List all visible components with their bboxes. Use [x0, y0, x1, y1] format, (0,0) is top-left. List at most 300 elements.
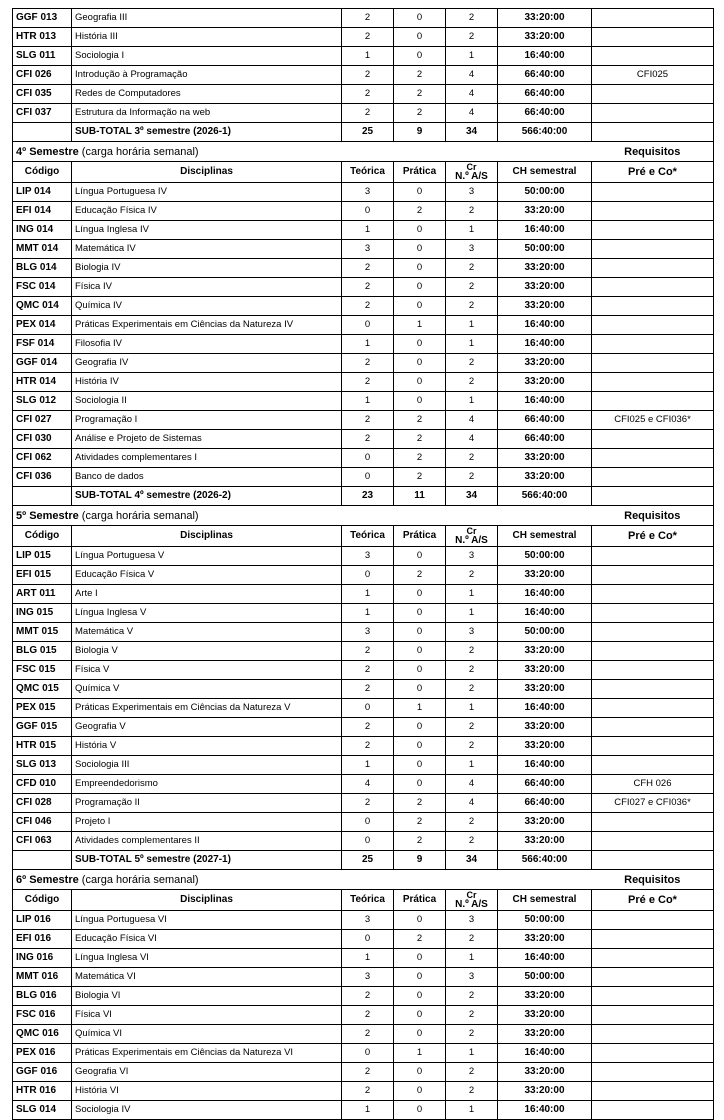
table-row — [13, 547, 714, 566]
course-name: Geografia IV — [72, 354, 342, 373]
credits: 2 — [446, 566, 498, 585]
table-row — [13, 813, 714, 832]
prerequisites — [592, 373, 714, 392]
course-code: CFI 028 — [13, 794, 72, 813]
prerequisites — [592, 202, 714, 221]
course-code: CFI 063 — [13, 832, 72, 851]
course-name: Física V — [72, 661, 342, 680]
column-header-row — [13, 890, 714, 911]
course-code: GGF 015 — [13, 718, 72, 737]
header-teorica: Teórica — [342, 890, 394, 911]
course-name: História III — [72, 28, 342, 47]
theory-hours: 2 — [342, 737, 394, 756]
course-name: História IV — [72, 373, 342, 392]
table-row — [13, 1006, 714, 1025]
semester-title-row — [13, 870, 714, 890]
practice-hours: 0 — [394, 1101, 446, 1120]
credits: 1 — [446, 221, 498, 240]
table-row — [13, 794, 714, 813]
practice-hours: 2 — [394, 794, 446, 813]
semester-hours: 16:40:00 — [498, 604, 592, 623]
table-row — [13, 930, 714, 949]
table-row — [13, 297, 714, 316]
course-code: CFI 046 — [13, 813, 72, 832]
semester-hours: 33:20:00 — [498, 1006, 592, 1025]
table-row — [13, 316, 714, 335]
prerequisites — [592, 316, 714, 335]
course-name: Empreendedorismo — [72, 775, 342, 794]
header-ch-semestral: CH semestral — [498, 890, 592, 911]
column-header-row — [13, 526, 714, 547]
subtotal-row — [13, 851, 714, 870]
subtotal-credits: 34 — [446, 851, 498, 870]
header-pre-co: Pré e Co* — [592, 526, 714, 547]
course-code: FSC 015 — [13, 661, 72, 680]
theory-hours: 2 — [342, 66, 394, 85]
table-row — [13, 1025, 714, 1044]
semester-hours: 33:20:00 — [498, 566, 592, 585]
semester-hours: 33:20:00 — [498, 202, 592, 221]
course-code: EFI 014 — [13, 202, 72, 221]
semester-hours: 33:20:00 — [498, 832, 592, 851]
course-code: GGF 013 — [13, 9, 72, 28]
course-code: FSC 016 — [13, 1006, 72, 1025]
semester-title — [13, 870, 592, 890]
table-row — [13, 335, 714, 354]
credits: 2 — [446, 737, 498, 756]
practice-hours: 0 — [394, 911, 446, 930]
theory-hours: 1 — [342, 221, 394, 240]
course-code: EFI 015 — [13, 566, 72, 585]
practice-hours: 1 — [394, 316, 446, 335]
semester-hours: 33:20:00 — [498, 1025, 592, 1044]
credits: 1 — [446, 949, 498, 968]
header-pratica: Prática — [394, 162, 446, 183]
practice-hours: 0 — [394, 718, 446, 737]
theory-hours: 2 — [342, 1082, 394, 1101]
prerequisites — [592, 85, 714, 104]
credits: 2 — [446, 9, 498, 28]
header-disciplinas: Disciplinas — [72, 526, 342, 547]
course-code: LIP 016 — [13, 911, 72, 930]
course-code: QMC 014 — [13, 297, 72, 316]
credits: 1 — [446, 316, 498, 335]
credits: 2 — [446, 28, 498, 47]
semester-hours: 33:20:00 — [498, 737, 592, 756]
course-code: FSC 014 — [13, 278, 72, 297]
course-name: Biologia V — [72, 642, 342, 661]
theory-hours: 2 — [342, 411, 394, 430]
course-code: QMC 015 — [13, 680, 72, 699]
theory-hours: 2 — [342, 354, 394, 373]
subtotal-hours: 566:40:00 — [498, 851, 592, 870]
table-row — [13, 756, 714, 775]
practice-hours: 0 — [394, 775, 446, 794]
semester-hours: 33:20:00 — [498, 1063, 592, 1082]
practice-hours: 0 — [394, 680, 446, 699]
course-code: SLG 014 — [13, 1101, 72, 1120]
practice-hours: 0 — [394, 585, 446, 604]
subtotal-row — [13, 487, 714, 506]
practice-hours: 2 — [394, 813, 446, 832]
subtotal-blank — [13, 851, 72, 870]
prerequisites — [592, 566, 714, 585]
course-code: HTR 015 — [13, 737, 72, 756]
table-row — [13, 468, 714, 487]
theory-hours: 2 — [342, 1025, 394, 1044]
theory-hours: 2 — [342, 278, 394, 297]
credits: 2 — [446, 373, 498, 392]
table-row — [13, 775, 714, 794]
course-code: CFI 036 — [13, 468, 72, 487]
course-name: Estrutura da Informação na web — [72, 104, 342, 123]
theory-hours: 3 — [342, 623, 394, 642]
table-row — [13, 240, 714, 259]
semester-hours: 33:20:00 — [498, 354, 592, 373]
credits: 4 — [446, 430, 498, 449]
semester-hours: 66:40:00 — [498, 794, 592, 813]
practice-hours: 1 — [394, 1044, 446, 1063]
prerequisites — [592, 585, 714, 604]
prerequisites — [592, 661, 714, 680]
course-code: FSF 014 — [13, 335, 72, 354]
practice-hours: 0 — [394, 623, 446, 642]
practice-hours: 0 — [394, 661, 446, 680]
credits: 3 — [446, 547, 498, 566]
header-ch-semestral: CH semestral — [498, 162, 592, 183]
practice-hours: 2 — [394, 449, 446, 468]
course-name: História VI — [72, 1082, 342, 1101]
credits: 1 — [446, 699, 498, 718]
credits: 4 — [446, 104, 498, 123]
course-name: História V — [72, 737, 342, 756]
prerequisites — [592, 813, 714, 832]
practice-hours: 0 — [394, 1082, 446, 1101]
practice-hours: 2 — [394, 85, 446, 104]
course-code: EFI 016 — [13, 930, 72, 949]
header-teorica: Teórica — [342, 526, 394, 547]
table-row — [13, 718, 714, 737]
semester-hours: 66:40:00 — [498, 66, 592, 85]
practice-hours: 0 — [394, 240, 446, 259]
semester-title-bold: 5º Semestre — [16, 510, 79, 522]
table-row — [13, 1063, 714, 1082]
credits: 1 — [446, 756, 498, 775]
semester-hours: 66:40:00 — [498, 411, 592, 430]
course-code: HTR 013 — [13, 28, 72, 47]
subtotal-label: SUB-TOTAL 3º semestre (2026-1) — [72, 123, 342, 142]
prerequisites — [592, 1082, 714, 1101]
credits: 2 — [446, 661, 498, 680]
subtotal-credits: 34 — [446, 123, 498, 142]
semester-title — [13, 506, 592, 526]
semester-title-row — [13, 506, 714, 526]
practice-hours: 2 — [394, 468, 446, 487]
theory-hours: 2 — [342, 430, 394, 449]
header-codigo: Código — [13, 890, 72, 911]
theory-hours: 1 — [342, 335, 394, 354]
prerequisites — [592, 468, 714, 487]
semester-hours: 66:40:00 — [498, 104, 592, 123]
theory-hours: 0 — [342, 566, 394, 585]
semester-hours: 66:40:00 — [498, 775, 592, 794]
subtotal-blank — [13, 487, 72, 506]
header-pratica: Prática — [394, 890, 446, 911]
table-row — [13, 623, 714, 642]
semester-hours: 50:00:00 — [498, 547, 592, 566]
practice-hours: 2 — [394, 566, 446, 585]
course-code: MMT 015 — [13, 623, 72, 642]
practice-hours: 0 — [394, 278, 446, 297]
theory-hours: 3 — [342, 547, 394, 566]
prerequisites — [592, 680, 714, 699]
semester-title — [13, 142, 592, 162]
course-name: Atividades complementares I — [72, 449, 342, 468]
course-name: Matemática VI — [72, 968, 342, 987]
practice-hours: 0 — [394, 987, 446, 1006]
subtotal-req-blank — [592, 851, 714, 870]
credits: 2 — [446, 202, 498, 221]
practice-hours: 0 — [394, 1063, 446, 1082]
theory-hours: 1 — [342, 756, 394, 775]
theory-hours: 2 — [342, 987, 394, 1006]
credits: 2 — [446, 642, 498, 661]
header-credits-bottom: N.º A/S — [455, 171, 488, 182]
header-credits-bottom: N.º A/S — [455, 535, 488, 546]
prerequisites — [592, 832, 714, 851]
theory-hours: 2 — [342, 85, 394, 104]
theory-hours: 2 — [342, 680, 394, 699]
semester-title-subtitle: (carga horária semanal) — [78, 874, 199, 886]
prerequisites — [592, 930, 714, 949]
credits: 2 — [446, 987, 498, 1006]
course-name: Química VI — [72, 1025, 342, 1044]
credits: 4 — [446, 411, 498, 430]
course-name: Língua Portuguesa VI — [72, 911, 342, 930]
semester-hours: 33:20:00 — [498, 813, 592, 832]
course-code: CFD 010 — [13, 775, 72, 794]
practice-hours: 0 — [394, 297, 446, 316]
table-row — [13, 642, 714, 661]
table-row — [13, 104, 714, 123]
theory-hours: 2 — [342, 661, 394, 680]
semester-hours: 50:00:00 — [498, 968, 592, 987]
requisitos-label: Requisitos — [592, 870, 714, 890]
prerequisites: CFI025 — [592, 66, 714, 85]
theory-hours: 0 — [342, 202, 394, 221]
credits: 1 — [446, 604, 498, 623]
course-code: BLG 014 — [13, 259, 72, 278]
semester-hours: 16:40:00 — [498, 585, 592, 604]
practice-hours: 2 — [394, 930, 446, 949]
subtotal-hours: 566:40:00 — [498, 487, 592, 506]
header-disciplinas: Disciplinas — [72, 890, 342, 911]
course-name: Biologia VI — [72, 987, 342, 1006]
course-name: Geografia III — [72, 9, 342, 28]
theory-hours: 0 — [342, 832, 394, 851]
course-name: Geografia V — [72, 718, 342, 737]
subtotal-req-blank — [592, 487, 714, 506]
credits: 2 — [446, 449, 498, 468]
credits: 2 — [446, 718, 498, 737]
curriculum-table-body — [13, 9, 714, 1120]
practice-hours: 2 — [394, 832, 446, 851]
credits: 1 — [446, 392, 498, 411]
theory-hours: 2 — [342, 718, 394, 737]
subtotal-practice: 11 — [394, 487, 446, 506]
semester-title-subtitle: (carga horária semanal) — [78, 146, 199, 158]
header-credits-top: Cr — [466, 890, 477, 900]
table-row — [13, 9, 714, 28]
header-pre-co: Pré e Co* — [592, 162, 714, 183]
semester-hours: 16:40:00 — [498, 392, 592, 411]
prerequisites — [592, 1044, 714, 1063]
table-row — [13, 66, 714, 85]
practice-hours: 0 — [394, 47, 446, 66]
theory-hours: 0 — [342, 449, 394, 468]
theory-hours: 3 — [342, 968, 394, 987]
table-row — [13, 354, 714, 373]
course-code: GGF 016 — [13, 1063, 72, 1082]
course-name: Atividades complementares II — [72, 832, 342, 851]
practice-hours: 0 — [394, 949, 446, 968]
semester-title-subtitle: (carga horária semanal) — [78, 510, 199, 522]
theory-hours: 0 — [342, 699, 394, 718]
course-code: CFI 062 — [13, 449, 72, 468]
table-row — [13, 202, 714, 221]
course-code: ING 015 — [13, 604, 72, 623]
practice-hours: 0 — [394, 354, 446, 373]
course-name: Química V — [72, 680, 342, 699]
semester-hours: 33:20:00 — [498, 278, 592, 297]
prerequisites — [592, 354, 714, 373]
course-code: QMC 016 — [13, 1025, 72, 1044]
practice-hours: 2 — [394, 430, 446, 449]
theory-hours: 2 — [342, 9, 394, 28]
semester-hours: 33:20:00 — [498, 468, 592, 487]
prerequisites — [592, 104, 714, 123]
subtotal-theory: 25 — [342, 851, 394, 870]
subtotal-theory: 25 — [342, 123, 394, 142]
credits: 4 — [446, 775, 498, 794]
theory-hours: 2 — [342, 1006, 394, 1025]
header-codigo: Código — [13, 162, 72, 183]
course-code: PEX 015 — [13, 699, 72, 718]
table-row — [13, 949, 714, 968]
semester-hours: 16:40:00 — [498, 756, 592, 775]
course-name: Língua Portuguesa V — [72, 547, 342, 566]
practice-hours: 0 — [394, 259, 446, 278]
theory-hours: 0 — [342, 813, 394, 832]
semester-hours: 50:00:00 — [498, 240, 592, 259]
practice-hours: 0 — [394, 28, 446, 47]
course-name: Língua Portuguesa IV — [72, 183, 342, 202]
theory-hours: 2 — [342, 104, 394, 123]
course-name: Sociologia II — [72, 392, 342, 411]
prerequisites — [592, 642, 714, 661]
practice-hours: 0 — [394, 373, 446, 392]
semester-hours: 33:20:00 — [498, 449, 592, 468]
theory-hours: 2 — [342, 794, 394, 813]
theory-hours: 3 — [342, 911, 394, 930]
prerequisites — [592, 737, 714, 756]
practice-hours: 0 — [394, 737, 446, 756]
course-name: Educação Física VI — [72, 930, 342, 949]
table-row — [13, 585, 714, 604]
prerequisites: CFI025 e CFI036* — [592, 411, 714, 430]
theory-hours: 1 — [342, 392, 394, 411]
semester-hours: 33:20:00 — [498, 259, 592, 278]
header-teorica: Teórica — [342, 162, 394, 183]
credits: 4 — [446, 66, 498, 85]
theory-hours: 0 — [342, 930, 394, 949]
semester-hours: 16:40:00 — [498, 47, 592, 66]
theory-hours: 1 — [342, 949, 394, 968]
credits: 3 — [446, 183, 498, 202]
credits: 1 — [446, 585, 498, 604]
practice-hours: 0 — [394, 335, 446, 354]
table-row — [13, 661, 714, 680]
credits: 2 — [446, 1025, 498, 1044]
subtotal-row — [13, 123, 714, 142]
semester-hours: 66:40:00 — [498, 85, 592, 104]
table-row — [13, 411, 714, 430]
semester-hours: 33:20:00 — [498, 718, 592, 737]
credits: 2 — [446, 680, 498, 699]
semester-hours: 33:20:00 — [498, 642, 592, 661]
course-code: PEX 014 — [13, 316, 72, 335]
course-name: Análise e Projeto de Sistemas — [72, 430, 342, 449]
table-row — [13, 85, 714, 104]
header-credits — [446, 890, 498, 911]
course-name: Projeto I — [72, 813, 342, 832]
semester-hours: 16:40:00 — [498, 335, 592, 354]
table-row — [13, 968, 714, 987]
course-code: ART 011 — [13, 585, 72, 604]
prerequisites — [592, 718, 714, 737]
credits: 3 — [446, 911, 498, 930]
course-code: CFI 030 — [13, 430, 72, 449]
course-code: GGF 014 — [13, 354, 72, 373]
credits: 3 — [446, 968, 498, 987]
table-row — [13, 259, 714, 278]
semester-hours: 16:40:00 — [498, 316, 592, 335]
course-name: Práticas Experimentais em Ciências da Natureza IV — [72, 316, 342, 335]
credits: 2 — [446, 930, 498, 949]
table-row — [13, 987, 714, 1006]
semester-hours: 33:20:00 — [498, 930, 592, 949]
theory-hours: 2 — [342, 259, 394, 278]
credits: 2 — [446, 832, 498, 851]
course-name: Práticas Experimentais em Ciências da Natureza VI — [72, 1044, 342, 1063]
prerequisites — [592, 183, 714, 202]
header-disciplinas: Disciplinas — [72, 162, 342, 183]
table-row — [13, 392, 714, 411]
subtotal-practice: 9 — [394, 851, 446, 870]
theory-hours: 1 — [342, 604, 394, 623]
theory-hours: 3 — [342, 240, 394, 259]
course-name: Física VI — [72, 1006, 342, 1025]
semester-title-bold: 4º Semestre — [16, 146, 79, 158]
prerequisites: CFH 026 — [592, 775, 714, 794]
course-code: HTR 016 — [13, 1082, 72, 1101]
prerequisites — [592, 240, 714, 259]
subtotal-req-blank — [592, 123, 714, 142]
header-credits — [446, 526, 498, 547]
prerequisites — [592, 392, 714, 411]
course-name: Práticas Experimentais em Ciências da Natureza V — [72, 699, 342, 718]
theory-hours: 2 — [342, 642, 394, 661]
